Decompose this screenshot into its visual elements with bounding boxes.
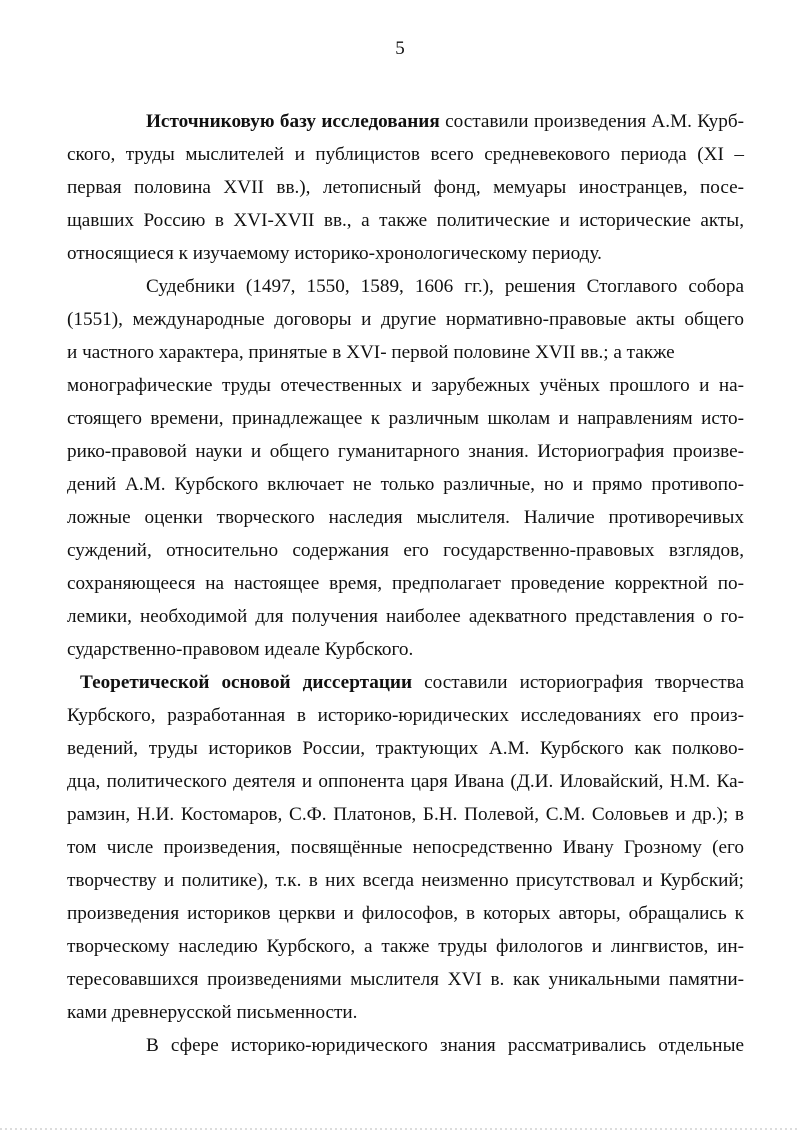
text-line: лемики, необходимой для получения наиболее адекватного представления о го- xyxy=(67,606,744,627)
text-line: (1551), международные договоры и другие нормативно-правовые акты общего xyxy=(67,309,744,330)
text-line xyxy=(80,671,744,695)
scan-edge-divider xyxy=(0,1128,800,1130)
text-line: творчеству и политике), т.к. в них всегда неизменно присутствовал и Курбский; xyxy=(67,870,744,891)
text-line xyxy=(146,110,744,134)
text-fragment: составили историография творчества xyxy=(412,672,744,693)
text-line: ложные оценки творческого наследия мыслителя. Наличие противоречивых xyxy=(67,507,744,528)
text-line: суждений, относительно содержания его государственно-правовых взглядов, xyxy=(67,540,744,561)
text-line: монографические труды отечественных и зарубежных учёных прошлого и на- xyxy=(67,375,744,396)
text-line: и частного характера, принятые в XVI- первой половине XVII вв.; а также xyxy=(67,342,675,363)
text-fragment: составили произведения А.М. Курб- xyxy=(439,111,744,132)
text-line: щавших Россию в XVI-XVII вв., а также политические и исторические акты, xyxy=(67,210,744,231)
text-line: ками древнерусской письменности. xyxy=(67,1002,358,1023)
text-line: стоящего времени, принадлежащее к различным школам и направлениям исто- xyxy=(67,408,744,429)
text-line: ского, труды мыслителей и публицистов всего средневекового периода (XI – xyxy=(67,144,744,165)
text-line: ведений, труды историков России, трактующих А.М. Курбского как полково- xyxy=(67,738,744,759)
text-line: сохраняющееся на настоящее время, предполагает проведение корректной по- xyxy=(67,573,744,594)
text-line: сударственно-правовом идеале Курбского. xyxy=(67,639,414,660)
text-line: том числе произведения, посвящённые непосредственно Ивану Грозному (его xyxy=(67,837,744,858)
text-line: относящиеся к изучаемому историко-хронологическому периоду. xyxy=(67,243,602,264)
text-line: Курбского, разработанная в историко-юридических исследованиях его произ- xyxy=(67,705,744,726)
text-line: В сфере историко-юридического знания рассматривались отдельные xyxy=(146,1035,744,1056)
text-line: произведения историков церкви и философов, в которых авторы, обращались к xyxy=(67,903,744,924)
text-line: творческому наследию Курбского, а также труды филологов и лингвистов, ин- xyxy=(67,936,744,957)
page-number: 5 xyxy=(395,38,405,59)
bold-lead-phrase: Источниковую базу исследования xyxy=(146,111,440,132)
bold-lead-phrase: Теоретической основой диссертации xyxy=(80,672,413,693)
text-line: дений А.М. Курбского включает не только различные, но и прямо противопо- xyxy=(67,474,744,495)
text-line: тересовавшихся произведениями мыслителя XVI в. как уникальными памятни- xyxy=(67,969,744,990)
text-line: рамзин, Н.И. Костомаров, С.Ф. Платонов, Б.Н. Полевой, С.М. Соловьев и др.); в xyxy=(67,804,744,825)
text-line: дца, политического деятеля и оппонента царя Ивана (Д.И. Иловайский, Н.М. Ка- xyxy=(67,771,744,792)
text-line: первая половина XVII вв.), летописный фонд, мемуары иностранцев, посе- xyxy=(67,177,744,198)
text-line: рико-правовой науки и общего гуманитарного знания. Историография произве- xyxy=(67,441,744,462)
text-line: Судебники (1497, 1550, 1589, 1606 гг.), решения Стоглавого собора xyxy=(146,276,744,297)
